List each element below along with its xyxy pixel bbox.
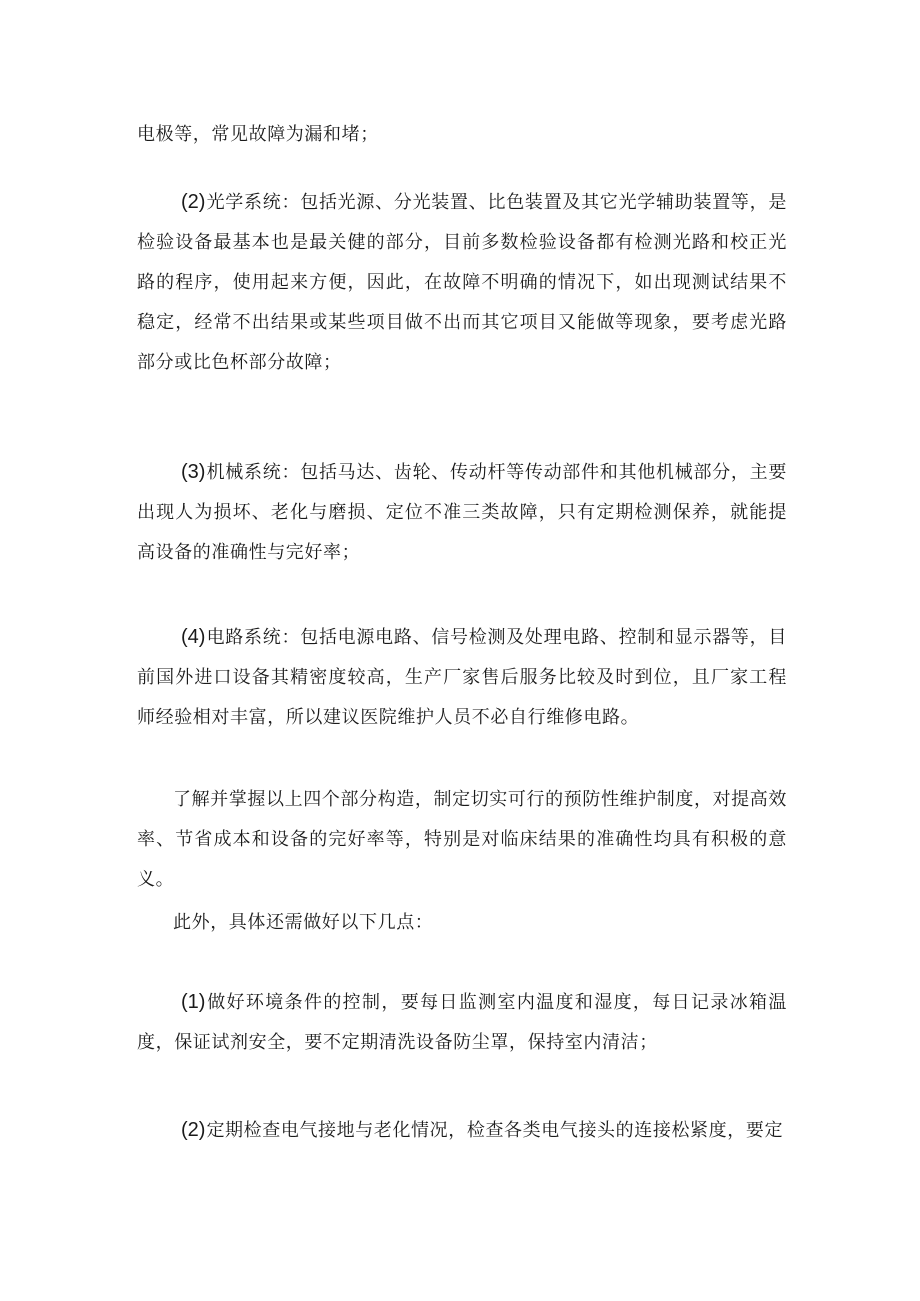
paragraph-text: 做好环境条件的控制，要每日监测室内温度和湿度，每日记录冰箱温度，保证试剂安全，要不定期清洗设备防尘罩，保持室内清洁；	[137, 992, 787, 1053]
paragraph-text: 电路系统：包括电源电路、信号检测及处理电路、控制和显示器等，目前国外进口设备其精密度较高，生产厂家售后服务比较及时到位，且厂家工程师经验相对丰富，所以建议医院维护人员不必自行维修电路。	[137, 627, 787, 728]
paragraph-text: 了解并掌握以上四个部分构造，制定切实可行的预防性维护制度，对提高效率、节省成本和设备的完好率等，特别是对临床结果的准确性均具有积极的意义。	[137, 789, 787, 890]
list-number: (2)	[181, 1119, 206, 1141]
list-number: (2)	[181, 191, 206, 213]
list-number: (4)	[181, 626, 206, 648]
list-number: (3)	[181, 461, 206, 483]
paragraph-electrode-faults	[137, 115, 787, 155]
paragraph-text: 电极等，常见故障为漏和堵；	[137, 124, 379, 145]
paragraph-additional-points	[137, 903, 787, 943]
list-number: (1)	[181, 991, 206, 1013]
paragraph-electrical-check	[137, 1110, 787, 1151]
paragraph-text: 光学系统：包括光源、分光装置、比色装置及其它光学辅助装置等，是检验设备最基本也是最关健的部分，目前多数检验设备都有检测光路和校正光路的程序，使用起来方便，因此，在故障不明确的情况下，如出现测试结果不稳定，经常不出结果或某些项目做不出而其它项目又能做等现象，要考虑光路部分或比色杯部分故障；	[137, 192, 787, 373]
paragraph-environment-control	[137, 982, 787, 1063]
paragraph-text: 机械系统：包括马达、齿轮、传动杆等传动部件和其他机械部分，主要出现人为损坏、老化与磨损、定位不准三类故障，只有定期检测保养，就能提高设备的准确性与完好率；	[137, 462, 787, 563]
paragraph-circuit-system	[137, 617, 787, 738]
paragraph-mechanical-system	[137, 452, 787, 573]
paragraph-summary	[137, 780, 787, 900]
paragraph-optical-system	[137, 182, 787, 383]
paragraph-text: 此外，具体还需做好以下几点：	[173, 912, 434, 933]
paragraph-text: 定期检查电气接地与老化情况，检查各类电气接头的连接松紧度，要定	[206, 1120, 784, 1141]
